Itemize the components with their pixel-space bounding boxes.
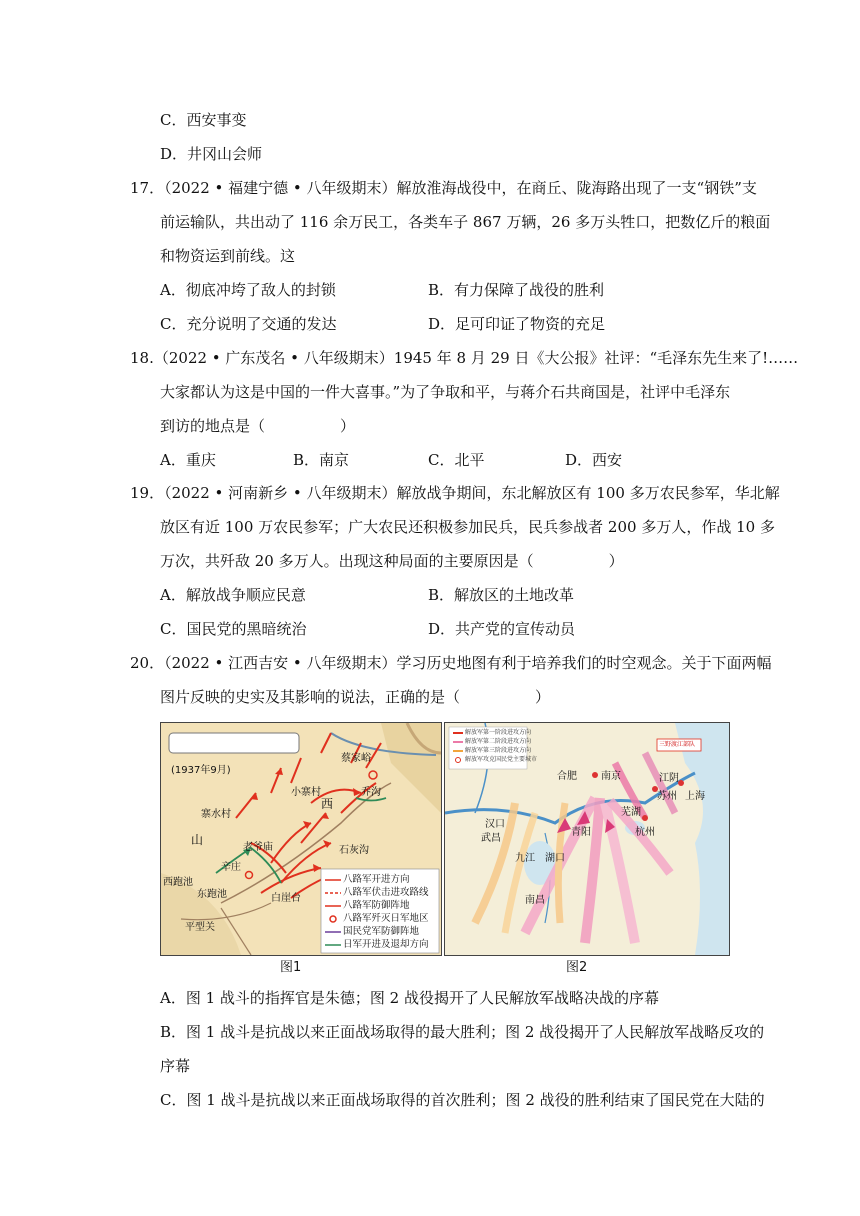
q18-option-b: B．南京	[293, 451, 350, 469]
q20-option-b-line1: B．图 1 战斗是抗战以来正面战场取得的最大胜利；图 2 战役揭开了人民解放军战略反攻的	[160, 1023, 765, 1041]
q18-stem-line1: 18.（2022 • 广东茂名 • 八年级期末）1945 年 8 月 29 日《大公报》社评：“毛泽东先生来了!……	[130, 349, 799, 367]
figure-2-place: 苏州	[657, 791, 677, 802]
q17-option-d: D．足可印证了物资的充足	[428, 315, 606, 333]
q18-option-a: A．重庆	[160, 451, 216, 469]
q19-option-d: D．共产党的宣传动员	[428, 620, 576, 638]
figure-1-place: 石灰沟	[339, 845, 369, 856]
q17-stem-line2: 前运输队，共出动了 116 余万民工，各类车子 867 万辆，26 多万头牲口，把数亿斤的粮面	[160, 213, 771, 231]
q17-option-c: C．充分说明了交通的发达	[160, 315, 337, 333]
figure-1-legend-item: 八路军开进方向	[343, 874, 410, 885]
figure-2-place: 汉口	[485, 819, 505, 830]
figure-2-place: 湖口	[545, 853, 565, 864]
prev-option-c: C．西安事变	[160, 111, 247, 129]
figure-1-region: 西	[321, 797, 334, 811]
figure-2-place: 南京	[601, 771, 621, 782]
figure-2-legend-item: 解放军攻克国民党主要城市	[465, 756, 538, 763]
figure-2-place: 江阴	[659, 773, 679, 784]
figure-2-place: 芜湖	[621, 807, 641, 818]
q19-option-c: C．国民党的黑暗统治	[160, 620, 307, 638]
figure-1-place: 寨水村	[201, 809, 231, 820]
q19-stem-line1: 19．（2022 • 河南新乡 • 八年级期末）解放战争期间，东北解放区有 100 多万农民参军，华北解	[130, 484, 780, 502]
q20-option-a: A．图 1 战斗的指挥官是朱德；图 2 战役揭开了人民解放军战略决战的序幕	[160, 989, 659, 1007]
figure-1-caption: 图1	[280, 960, 302, 975]
q20-stem-line1: 20．（2022 • 江西吉安 • 八年级期末）学习历史地图有利于培养我们的时空观念。关于下面两幅	[130, 654, 772, 672]
figure-1-legend-item: 八路军歼灭日军地区	[343, 913, 429, 924]
figure-1-legend-item: 八路军防御阵地	[343, 900, 410, 911]
q17-option-b: B．有力保障了战役的胜利	[428, 281, 605, 299]
q18-option-c: C．北平	[428, 451, 485, 469]
figures-block	[160, 722, 730, 975]
figure-2-tag: 三野渡江部队	[659, 741, 696, 748]
q20-option-b-line2: 序幕	[160, 1057, 191, 1075]
figure-1-map	[160, 722, 442, 956]
figure-1-place: 西跑池	[163, 877, 193, 888]
figure-1-legend-item: 八路军伏击进攻路线	[343, 887, 429, 898]
q19-option-a: A．解放战争顺应民意	[160, 586, 306, 604]
q19-stem-line2: 放区有近 100 万农民参军；广大农民还积极参加民兵，民兵参战者 200 多万人，作战 10 多	[160, 518, 775, 536]
figure-1-place: 东跑池	[197, 889, 227, 900]
figure-2-place: 南昌	[525, 895, 545, 906]
q17-stem-line3: 和物资运到前线。这	[160, 247, 296, 265]
figure-2-map	[444, 722, 730, 956]
figure-2-place: 武昌	[481, 833, 501, 844]
q17-option-a: A．彻底冲垮了敌人的封锁	[160, 281, 336, 299]
figure-1-place: 乔沟	[361, 787, 381, 798]
figure-2-place: 上海	[685, 791, 705, 802]
q19-option-b: B．解放区的土地改革	[428, 586, 575, 604]
figure-1-region: 山	[191, 833, 204, 847]
figure-2-place: 合肥	[557, 771, 577, 782]
figure-1-place: 白崖台	[271, 893, 301, 904]
q19-stem-line3: 万次，共歼敌 20 多万人。出现这种局面的主要原因是（ ）	[160, 552, 624, 570]
q17-stem-line1: 17．（2022 • 福建宁德 • 八年级期末）解放淮海战役中，在商丘、陇海路出现了一支“钢铁”支	[130, 179, 757, 197]
q18-option-d: D．西安	[565, 451, 623, 469]
figure-2-place: 九江	[515, 853, 535, 864]
q18-stem-line2: 大家都认为这是中国的一件大喜事。”为了争取和平，与蒋介石共商国是，社评中毛泽东	[160, 383, 731, 401]
q18-stem-line3: 到访的地点是（ ）	[160, 417, 356, 435]
figure-2-legend-item: 解放军第二阶段进攻方向	[465, 738, 532, 745]
q20-option-c-line1: C．图 1 战斗是抗战以来正面战场取得的首次胜利；图 2 战役的胜利结束了国民党在大陆的	[160, 1091, 765, 1109]
figure-2-legend-item: 解放军第一阶段进攻方向	[465, 729, 532, 736]
figure-1-place: 蔡家峪	[341, 753, 371, 764]
figure-1-legend-item: 国民党军防御阵地	[343, 926, 420, 937]
figure-2-caption: 图2	[566, 960, 588, 975]
q20-stem-line2: 图片反映的史实及其影响的说法，正确的是（ ）	[160, 688, 551, 706]
figure-1-place: 平型关	[185, 922, 215, 933]
prev-option-d: D．井冈山会师	[160, 145, 263, 163]
figure-2-legend-item: 解放军第三阶段进攻方向	[465, 747, 532, 754]
figure-1-place: 老爷庙	[243, 842, 273, 853]
figure-1-place: 辛庄	[221, 862, 241, 873]
figure-1-date: (1937年9月)	[171, 765, 231, 776]
figure-1-place: 小寨村	[291, 787, 321, 798]
figure-1-legend-item: 日军开进及退却方向	[343, 939, 429, 950]
figure-2-place: 青阳	[571, 827, 591, 838]
figure-2-place: 杭州	[635, 827, 655, 838]
